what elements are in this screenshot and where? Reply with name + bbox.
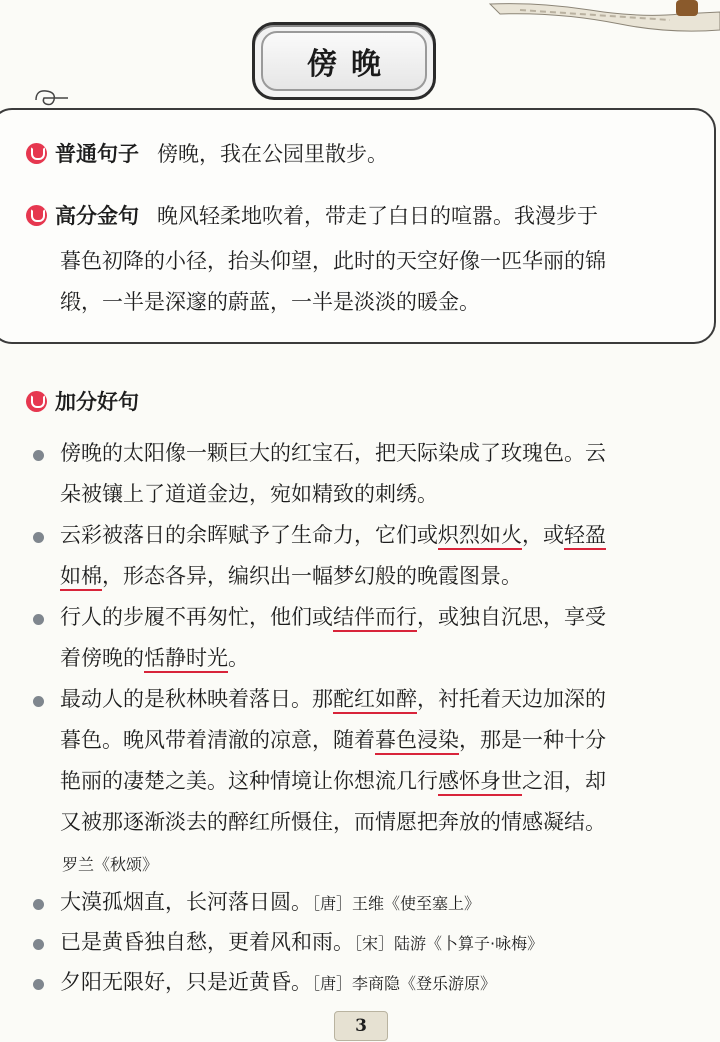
bullet-icon xyxy=(33,450,44,461)
highlight-phrase: 暮色浸染 xyxy=(375,728,459,752)
bullet-icon xyxy=(33,899,44,910)
high-score-label: 高分金句 xyxy=(55,204,139,228)
highlight-phrase: 恬静时光 xyxy=(144,646,228,670)
highlight-phrase: 如棉 xyxy=(60,564,102,588)
title-plaque xyxy=(252,22,436,100)
bullet-icon xyxy=(33,532,44,543)
bullet-icon xyxy=(33,614,44,625)
bonus-line: 大漠孤烟直，长河落日圆。［唐］王维《使至塞上》 xyxy=(60,890,481,914)
bonus-heading xyxy=(26,382,157,423)
highlight-phrase: 结伴而行 xyxy=(333,605,417,629)
bonus-line: 已是黄昏独自愁，更着风和雨。［宋］陆游《卜算子·咏梅》 xyxy=(60,930,544,954)
ordinary-text: 傍晚，我在公园里散步。 xyxy=(157,142,388,166)
swirl-ornament xyxy=(34,88,70,110)
bullet-icon xyxy=(33,696,44,707)
bonus-line: 着傍晚的恬静时光。 xyxy=(60,646,249,670)
source-citation: ［宋］陆游《卜算子·咏梅》 xyxy=(354,934,544,953)
badge-icon xyxy=(26,205,47,226)
highlight-phrase: 感怀身世 xyxy=(438,769,522,793)
high-score-line: 暮色初降的小径，抬头仰望，此时的天空好像一匹华丽的锦 xyxy=(60,249,606,273)
bonus-line: 暮色。晚风带着清澈的凉意，随着暮色浸染，那是一种十分 xyxy=(60,728,606,752)
bonus-line: 云彩被落日的余晖赋予了生命力，它们或炽烈如火，或轻盈 xyxy=(60,523,606,547)
page-number: 3 xyxy=(334,1011,388,1041)
ordinary-label: 普通句子 xyxy=(55,142,139,166)
bonus-line: 又被那逐渐淡去的醉红所慑住，而情愿把奔放的情感凝结。 xyxy=(60,810,606,834)
ordinary-sentence-row xyxy=(26,134,388,175)
bonus-label: 加分好句 xyxy=(55,390,139,414)
high-score-line: 晚风轻柔地吹着，带走了白日的喧嚣。我漫步于 xyxy=(157,204,598,228)
source-citation: ［唐］王维《使至塞上》 xyxy=(312,894,481,913)
page-title: 傍晚 xyxy=(261,31,427,91)
bonus-line: 朵被镶上了道道金边，宛如精致的刺绣。 xyxy=(60,482,438,506)
highlight-phrase: 轻盈 xyxy=(564,523,606,547)
bullet-icon xyxy=(33,979,44,990)
bonus-line: 如棉，形态各异，编织出一幅梦幻般的晚霞图景。 xyxy=(60,564,522,588)
highlight-phrase: 酡红如醉 xyxy=(333,687,417,711)
source-citation: ［唐］李商隐《登乐游原》 xyxy=(312,974,497,993)
bonus-line: 最动人的是秋林映着落日。那酡红如醉，衬托着天边加深的 xyxy=(60,687,606,711)
bonus-line: 夕阳无限好，只是近黄昏。［唐］李商隐《登乐游原》 xyxy=(60,970,497,994)
bonus-line: 傍晚的太阳像一颗巨大的红宝石，把天际染成了玫瑰色。云 xyxy=(60,441,606,465)
source-citation: 罗兰《秋颂》 xyxy=(62,855,159,874)
scroll-illustration xyxy=(480,0,720,40)
high-score-row xyxy=(26,196,598,237)
badge-icon xyxy=(26,143,47,164)
badge-icon xyxy=(26,391,47,412)
high-score-line: 缎，一半是深邃的蔚蓝，一半是淡淡的暖金。 xyxy=(60,290,480,314)
bonus-line: 行人的步履不再匆忙，他们或结伴而行，或独自沉思，享受 xyxy=(60,605,606,629)
bonus-line: 艳丽的凄楚之美。这种情境让你想流几行感怀身世之泪，却 xyxy=(60,769,606,793)
bullet-icon xyxy=(33,939,44,950)
highlight-phrase: 炽烈如火 xyxy=(438,523,522,547)
